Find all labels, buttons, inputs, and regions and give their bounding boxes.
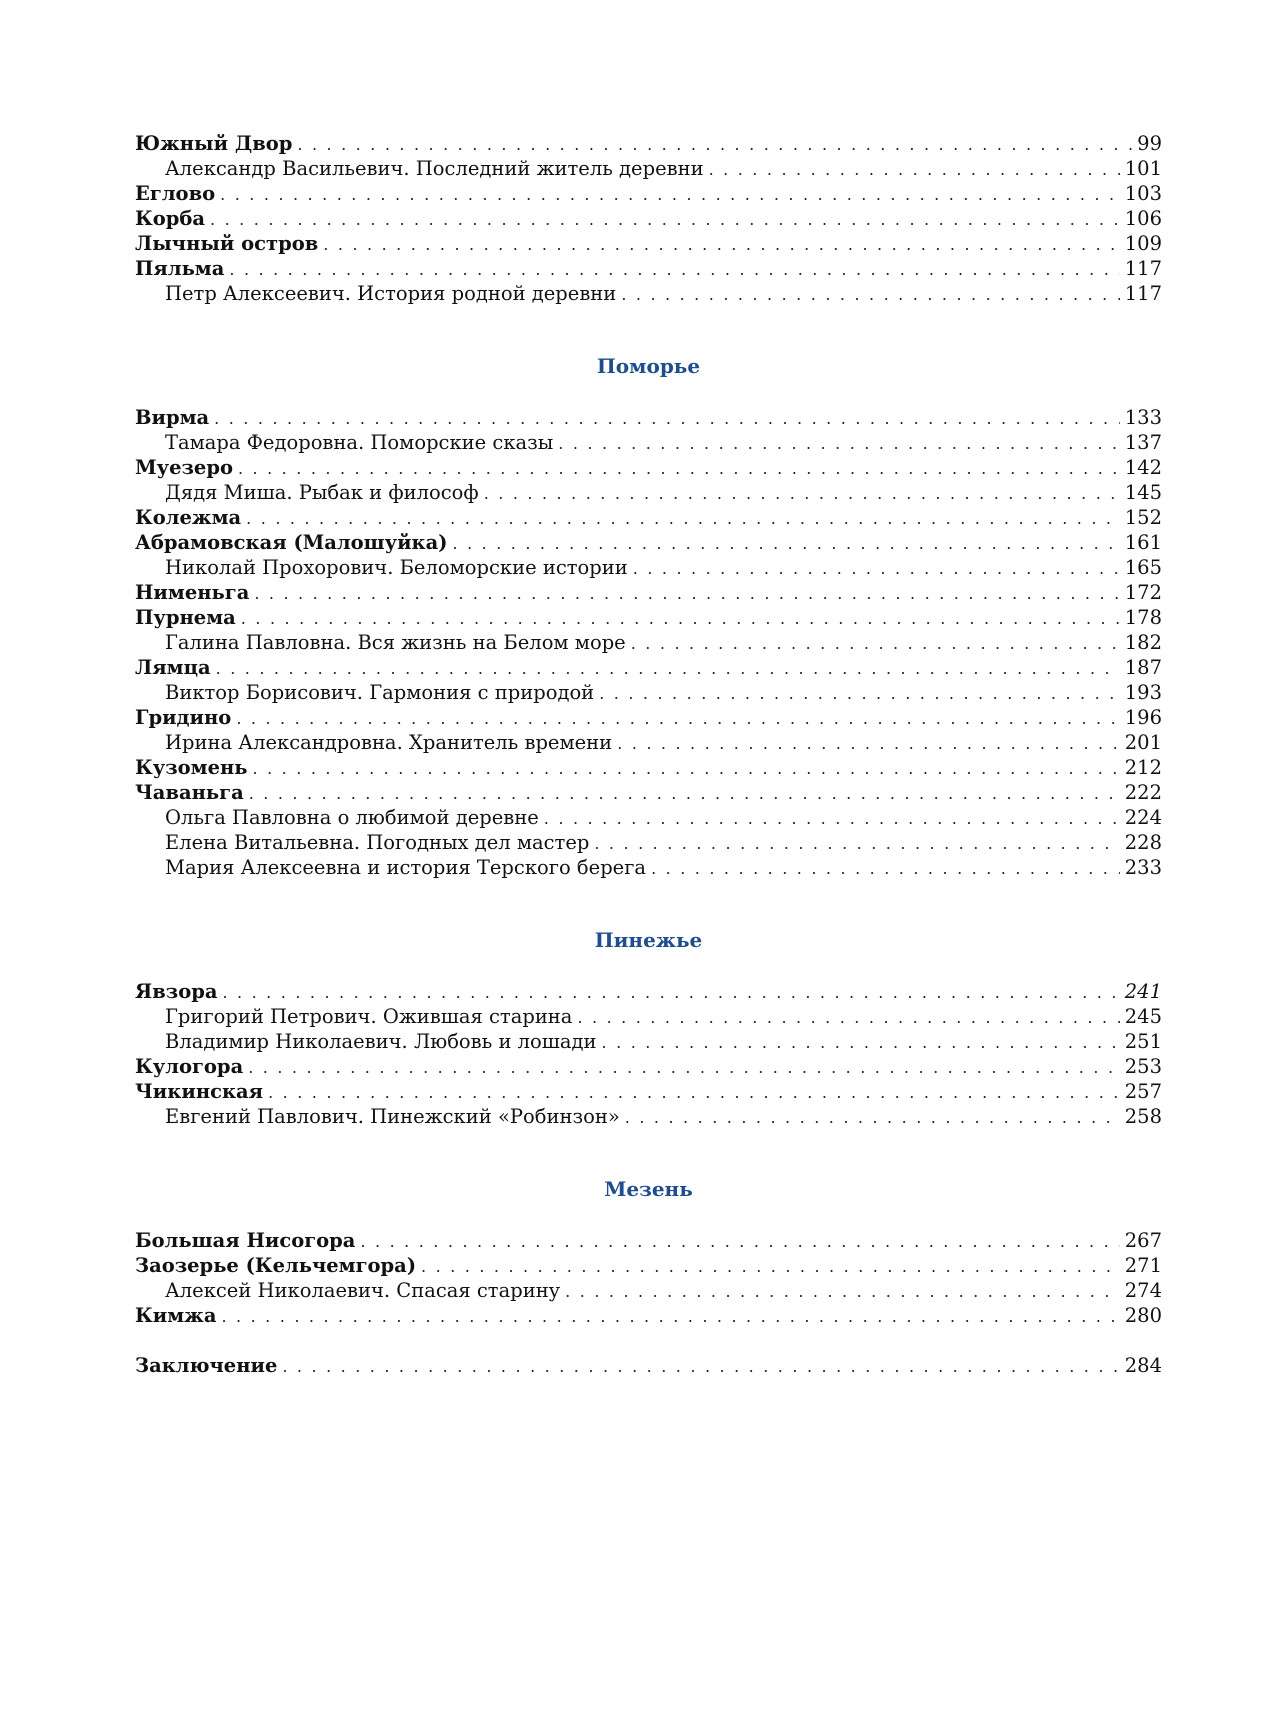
toc-entry-title: Еглово [135,182,216,205]
toc-entry-location [135,780,1162,805]
dot-leader [268,1080,1120,1105]
toc-entry-title: Кимжа [135,1304,217,1327]
dot-leader [625,1105,1120,1130]
toc-entry-location [135,1253,1162,1278]
toc-page-number: 165 [1124,556,1162,579]
toc-entry-title: Южный Двор [135,132,293,155]
toc-entry-title: Ольга Павловна о любимой деревне [165,806,539,829]
toc-entry-story [135,156,1162,181]
toc-page-number: 133 [1124,406,1162,429]
toc-page-number: 257 [1124,1080,1162,1103]
toc-entry-title: Колежма [135,506,242,529]
toc-entry-title: Петр Алексеевич. История родной деревни [165,282,617,305]
dot-leader [210,207,1120,232]
toc-entry-title: Алексей Николаевич. Спасая старину [165,1279,561,1302]
dot-leader [221,1304,1119,1329]
dot-leader [631,631,1120,656]
dot-leader [565,1279,1120,1304]
dot-leader [484,481,1120,506]
toc-entry-story [135,1029,1162,1054]
toc-entry-story [135,480,1162,505]
toc-entry-title: Муезеро [135,456,233,479]
dot-leader [220,182,1120,207]
dot-leader [323,232,1119,257]
toc-entry-title: Николай Прохорович. Беломорские истории [165,556,628,579]
toc-page-number: 152 [1124,506,1162,529]
section-heading: Поморье [596,354,701,378]
toc-entry-story [135,830,1162,855]
dot-leader [421,1254,1120,1279]
dot-leader [246,506,1120,531]
dot-leader [222,980,1119,1005]
toc-page-number: 182 [1124,631,1162,654]
toc-page-number: 280 [1124,1304,1162,1327]
toc-entry-location [135,1079,1162,1104]
toc-page-number: 274 [1124,1279,1162,1302]
toc-entry-title: Кулогора [135,1055,244,1078]
table-of-contents [135,131,1162,1378]
toc-entry-location [135,256,1162,281]
toc-entry-story [135,1004,1162,1029]
toc-entry-location [135,131,1162,156]
toc-entry-title: Мария Алексеевна и история Терского берега [165,856,647,879]
toc-page-number: 284 [1124,1354,1162,1377]
toc-entry-story [135,730,1162,755]
dot-leader [236,706,1119,731]
toc-entry-location [135,181,1162,206]
toc-entry-title: Явзора [135,980,218,1003]
dot-leader [621,282,1119,307]
toc-page-number: 193 [1124,681,1162,704]
toc-entry-location [135,206,1162,231]
toc-page-number: 145 [1124,481,1162,504]
toc-entry-story [135,430,1162,455]
toc-page-number: 222 [1124,781,1162,804]
toc-entry-location [135,605,1162,630]
toc-entry-title: Чикинская [135,1080,264,1103]
toc-page-number: 109 [1124,232,1162,255]
dot-leader [253,756,1120,781]
toc-entry-location [135,705,1162,730]
section-heading: Пинежье [594,928,703,952]
toc-page-number: 228 [1124,831,1162,854]
toc-page-number: 117 [1124,257,1162,280]
toc-page-number: 103 [1124,182,1162,205]
toc-entry-location [135,580,1162,605]
dot-leader [617,731,1120,756]
toc-entry-title: Дядя Миша. Рыбак и философ [165,481,479,504]
section-heading: Мезень [604,1177,693,1201]
dot-leader [594,831,1119,856]
toc-page-number: 137 [1124,431,1162,454]
toc-entry-title: Большая Нисогора [135,1229,356,1252]
toc-entry-location [135,1054,1162,1079]
toc-entry-story [135,281,1162,306]
toc-entry-title: Пурнема [135,606,236,629]
toc-page-number: 178 [1124,606,1162,629]
toc-entry-story [135,630,1162,655]
toc-entry-story [135,855,1162,880]
toc-entry-title: Вирма [135,406,210,429]
toc-page-number: 224 [1124,806,1162,829]
toc-entry-location [135,505,1162,530]
toc-entry-title: Виктор Борисович. Гармония с природой [165,681,595,704]
toc-entry-title: Евгений Павлович. Пинежский «Робинзон» [165,1105,620,1128]
dot-leader [577,1005,1119,1030]
toc-page-number: 271 [1124,1254,1162,1277]
dot-leader [651,856,1120,881]
toc-page-number: 201 [1124,731,1162,754]
dot-leader [238,456,1120,481]
toc-entry-title: Тамара Федоровна. Поморские сказы [165,431,554,454]
toc-page-number: 251 [1124,1030,1162,1053]
dot-leader [709,157,1120,182]
toc-entry-story [135,555,1162,580]
toc-entry-title: Ирина Александровна. Хранитель времени [165,731,613,754]
toc-page-number: 241 [1124,980,1162,1003]
toc-entry-title: Чаваньга [135,781,244,804]
dot-leader [633,556,1120,581]
toc-page-number: 212 [1124,756,1162,779]
toc-entry-title: Лычный остров [135,232,319,255]
dot-leader [249,781,1120,806]
toc-entry-location [135,1353,1162,1378]
dot-leader [216,656,1120,681]
dot-leader [229,257,1119,282]
toc-page-number: 233 [1124,856,1162,879]
toc-entry-title: Лямца [135,656,211,679]
toc-entry-title: Абрамовская (Малошуйка) [135,531,448,554]
toc-entry-title: Елена Витальевна. Погодных дел мастер [165,831,590,854]
toc-page-number: 172 [1124,581,1162,604]
dot-leader [599,681,1120,706]
toc-entry-title: Заозерье (Кельчемгора) [135,1254,417,1277]
dot-leader [558,431,1119,456]
toc-entry-location [135,405,1162,430]
toc-entry-location [135,755,1162,780]
dot-leader [453,531,1120,556]
toc-entry-title: Гридино [135,706,232,729]
toc-page-number: 101 [1124,157,1162,180]
dot-leader [214,406,1120,431]
dot-leader [282,1354,1119,1379]
dot-leader [602,1030,1120,1055]
toc-page-number: 99 [1137,132,1162,155]
toc-entry-location [135,1228,1162,1253]
toc-page-number: 187 [1124,656,1162,679]
toc-page-number: 106 [1124,207,1162,230]
toc-entry-title: Александр Васильевич. Последний житель деревни [165,157,704,180]
dot-leader [241,606,1120,631]
dot-leader [254,581,1119,606]
toc-page-number: 267 [1124,1229,1162,1252]
toc-page-number: 117 [1124,282,1162,305]
toc-entry-title: Кузомень [135,756,248,779]
toc-entry-location [135,455,1162,480]
toc-entry-location [135,1303,1162,1328]
toc-page-number: 245 [1124,1005,1162,1028]
toc-entry-story [135,1278,1162,1303]
toc-entry-title: Владимир Николаевич. Любовь и лошади [165,1030,597,1053]
toc-entry-title: Григорий Петрович. Ожившая старина [165,1005,573,1028]
toc-entry-story [135,1104,1162,1129]
toc-page-number: 142 [1124,456,1162,479]
dot-leader [248,1055,1120,1080]
dot-leader [544,806,1120,831]
dot-leader [297,132,1132,157]
toc-entry-title: Заключение [135,1354,278,1377]
toc-entry-title: Пяльма [135,257,225,280]
toc-page-number: 196 [1124,706,1162,729]
toc-page-number: 161 [1124,531,1162,554]
toc-entry-title: Галина Павловна. Вся жизнь на Белом море [165,631,626,654]
toc-entry-title: Нименьга [135,581,250,604]
toc-entry-story [135,680,1162,705]
toc-entry-location [135,979,1162,1004]
toc-entry-location [135,530,1162,555]
dot-leader [360,1229,1119,1254]
toc-entry-location [135,231,1162,256]
toc-page-number: 258 [1124,1105,1162,1128]
toc-entry-story [135,805,1162,830]
toc-entry-title: Корба [135,207,206,230]
toc-page-number: 253 [1124,1055,1162,1078]
toc-entry-location [135,655,1162,680]
